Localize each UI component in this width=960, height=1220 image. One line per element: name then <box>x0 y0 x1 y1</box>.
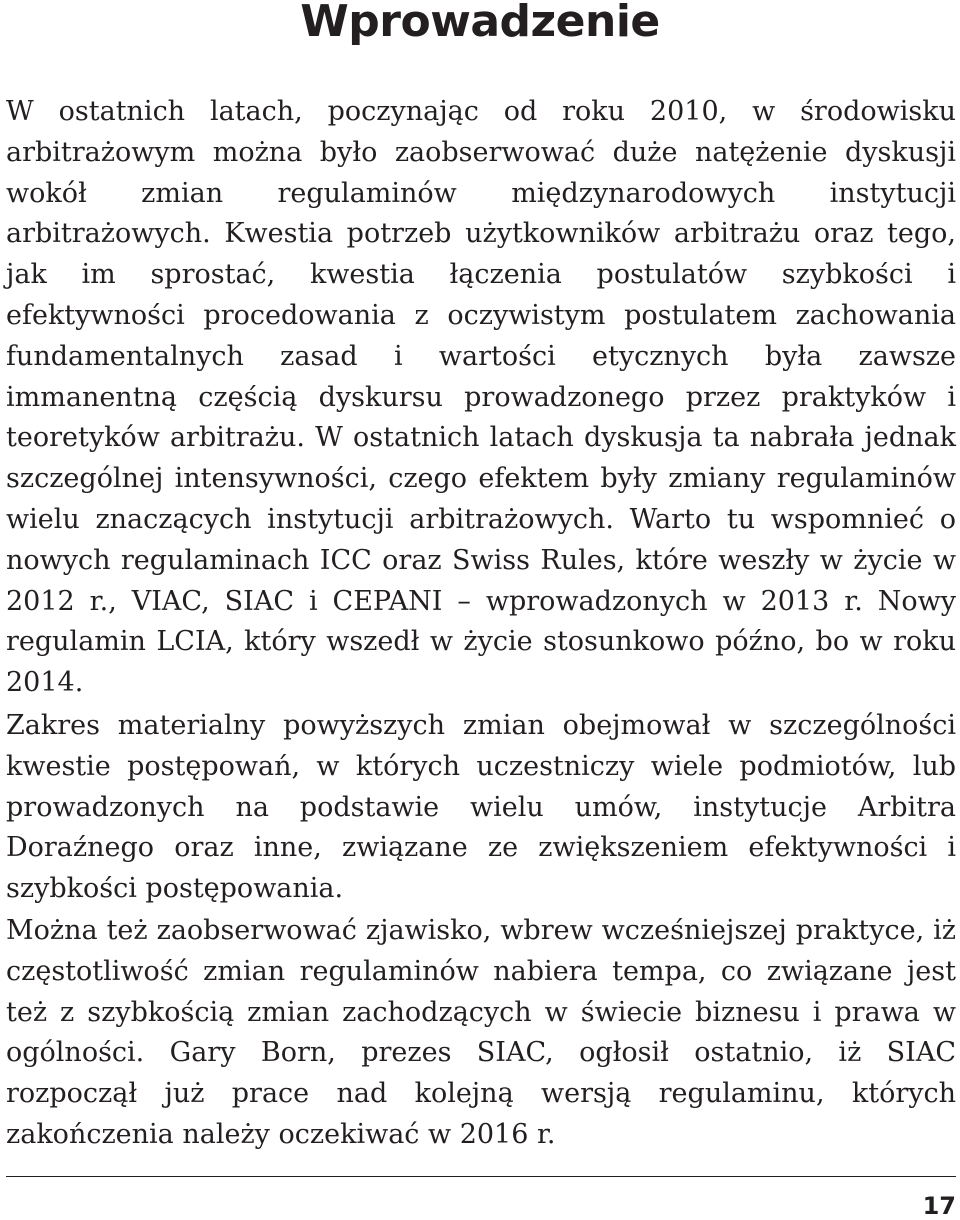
paragraph-1: W ostatnich latach, poczynając od roku 2010, w środowisku arbitrażowym można było zaobserwować duże natężenie dyskusji wokół zmian regulaminów międzynarodowych instytucji arbitrażowych. Kwestia potrzeb użytkowników arbitrażu oraz tego, jak im sprostać, kwestia łączenia postulatów szybkości i efektywności procedowania z oczywistym postulatem zachowania fundamentalnych zasad i wartości etycznych była zawsze immanentną częścią dyskursu prowadzonego przez praktyków i teoretyków arbitrażu. W ostatnich latach dyskusja ta nabrała jednak szczególnej intensywności, czego efektem były zmiany regulaminów wielu znaczących instytucji arbitrażowych. Warto tu wspomnieć o nowych regulaminach ICC oraz Swiss Rules, które weszły w życie w 2012 r., VIAC, SIAC i CEPANI – wprowadzonych w 2013 r. Nowy regulamin LCIA, który wszedł w życie stosunkowo późno, bo w roku 2014. <box>6 96 956 699</box>
footer-divider <box>6 1176 956 1177</box>
page-title: Wprowadzenie <box>300 0 660 47</box>
paragraph-3: Można też zaobserwować zjawisko, wbrew wcześniejszej praktyce, iż częstotliwość zmian regulaminów nabiera tempa, co związane jest też z szybkością zmian zachodzących w świecie biznesu i prawa w ogólności. Gary Born, prezes SIAC, ogłosił ostatnio, iż SIAC rozpoczął już prace nad kolejną wersją regulaminu, których zakończenia należy oczekiwać w 2016 r. <box>6 915 956 1150</box>
page-number: 17 <box>922 1192 956 1220</box>
paragraph-2: Zakres materialny powyższych zmian obejmował w szczególności kwestie postępowań, w których uczestniczy wiele podmiotów, lub prowadzonych na podstawie wielu umów, instytucje Arbitra Doraźnego oraz inne, związane ze zwiększeniem efektywności i szybkości postępowania. <box>6 710 956 905</box>
